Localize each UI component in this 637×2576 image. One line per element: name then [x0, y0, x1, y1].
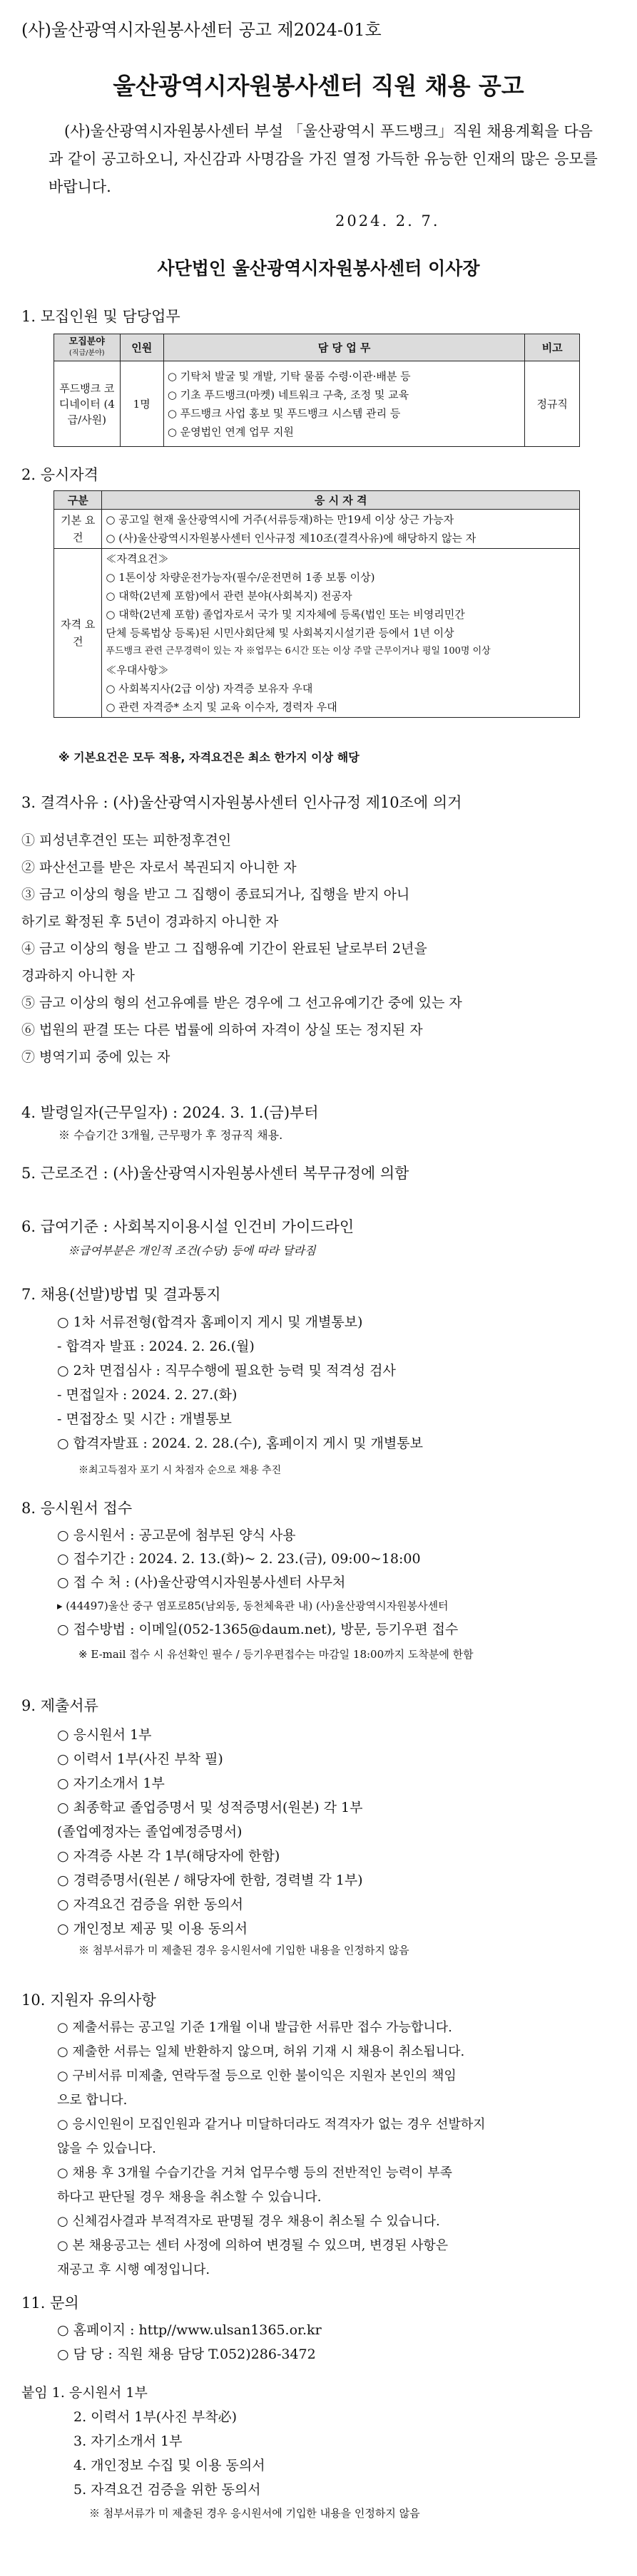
- td-count: 1명: [120, 361, 163, 447]
- section-6-heading: 6. 급여기준 : 사회복지이용시설 인건비 가이드라인: [21, 1218, 355, 1235]
- qual-line: 푸드뱅크 관련 근무경력이 있는 자 ※업무는 6시간 또는 이상 주말 근무이거나 평일 100명 이상: [106, 646, 491, 656]
- attachment-item: 3. 자기소개서 1부: [73, 2433, 183, 2449]
- td-duties: [163, 361, 525, 447]
- th-qualification: 응 시 자 격: [102, 491, 580, 510]
- list-item: ○ 자기소개서 1부: [57, 1776, 165, 1791]
- section-8-heading: 8. 응시원서 접수: [21, 1500, 133, 1517]
- th-field-label: 모집분야: [68, 336, 105, 347]
- list-item: ▸ (44497)울산 중구 염포로85(남외동, 동천체육관 내) (사)울산광역시자원봉사센터: [57, 1599, 449, 1612]
- list-item: ○ 응시인원이 모집인원과 같거나 미달하더라도 적격자가 없는 경우 선발하지: [57, 2117, 486, 2132]
- recruitment-table: [53, 334, 580, 447]
- attachment-item: 붙임 1. 응시원서 1부: [21, 2385, 148, 2401]
- th-note: 비고: [525, 334, 580, 361]
- list-item: 재공고 후 시행 예정입니다.: [57, 2262, 210, 2277]
- list-item: ③ 금고 이상의 형을 받고 그 집행이 종료되거나, 집행을 받지 아니: [21, 887, 410, 902]
- th-field: [54, 334, 121, 361]
- contact-info: [57, 2318, 322, 2366]
- section-11-heading: 11. 문의: [21, 2294, 79, 2312]
- basic-line: ○ (사)울산광역시자원봉사센터 인사규정 제10조(결격사유)에 해당하지 않는 자: [106, 532, 477, 545]
- duty-line: ○ 기탁처 발굴 및 개발, 기탁 물품 수령·이관·배분 등: [167, 369, 411, 383]
- list-item: ⑦ 병역기피 중에 있는 자: [21, 1049, 170, 1065]
- required-documents: [57, 1723, 363, 1941]
- document-number: (사)울산광역시자원봉사센터 공고 제2024-01호: [21, 20, 382, 40]
- qual-line: ○ 사회복지사(2급 이상) 자격증 보유자 우대: [106, 682, 313, 695]
- contact-line: ○ 담 당 : 직원 채용 담당 T.052)286-3472: [57, 2346, 316, 2362]
- duty-line: ○ 기초 푸드뱅크(마켓) 네트워크 구축, 조정 및 교육: [167, 388, 409, 401]
- list-item: ○ 제출한 서류는 일체 반환하지 않으며, 허위 기재 시 채용이 취소됩니다.: [57, 2044, 465, 2059]
- qual-label: 자격 요건: [54, 549, 102, 718]
- announcement-date: 2024. 2. 7.: [335, 212, 440, 230]
- list-item: ○ 접수방법 : 이메일(052-1365@daum.net), 방문, 등기우편 접수: [57, 1622, 459, 1637]
- issuer-name: 사단법인 울산광역시자원봉사센터 이사장: [157, 258, 480, 279]
- attachment-item: 2. 이력서 1부(사진 부착必): [73, 2409, 237, 2425]
- list-item: ○ 접 수 처 : (사)울산광역시자원봉사센터 사무처: [57, 1575, 346, 1590]
- td-note: 정규직: [525, 361, 580, 447]
- basic-line: ○ 공고일 현재 울산광역시에 거주(서류등재)하는 만19세 이상 상근 가능자: [106, 513, 454, 526]
- list-item: ○ 개인정보 제공 및 이용 동의서: [57, 1921, 248, 1937]
- qualification-table: [53, 490, 580, 718]
- page-title: 울산광역시자원봉사센터 직원 채용 공고: [113, 72, 524, 100]
- basic-requirements: [102, 510, 580, 549]
- list-item: 하기로 확정된 후 5년이 경과하지 아니한 자: [21, 914, 279, 929]
- th-category: 구분: [54, 491, 102, 510]
- list-item: ⑤ 금고 이상의 형의 선고유예를 받은 경우에 그 선고유예기간 중에 있는 자: [21, 995, 462, 1011]
- section-9-heading: 9. 제출서류: [21, 1697, 98, 1714]
- intro-paragraph: (사)울산광역시자원봉사센터 부설 「울산광역시 푸드뱅크」직원 채용계획을 다음과 같이 공고하오니, 자신감과 사명감을 가진 열정 가득한 유능한 인재의 많은 응모를 바랍니다.: [49, 123, 598, 195]
- list-item: ⑥ 법원의 판결 또는 다른 법률에 의하여 자격이 상실 또는 정지된 자: [21, 1022, 423, 1038]
- list-item: ① 피성년후견인 또는 피한정후견인: [21, 833, 232, 848]
- list-item: ○ 신체검사결과 부적격자로 판명될 경우 채용이 취소될 수 있습니다.: [57, 2214, 440, 2229]
- duty-line: ○ 운영법인 연계 업무 지원: [167, 425, 294, 438]
- qual-line: ○ 1톤이상 차량운전가능자(필수/운전면허 1종 보통 이상): [106, 571, 375, 584]
- qual-line: ○ 대학(2년제 포함)에서 관련 분야(사회복지) 전공자: [106, 589, 352, 602]
- th-field-sub: (직급/분야): [68, 349, 105, 357]
- list-item: ○ 1차 서류전형(합격자 홈페이지 게시 및 개별통보): [57, 1314, 363, 1330]
- attachment-item: 4. 개인정보 수집 및 이용 동의서: [73, 2458, 265, 2473]
- list-item: - 합격자 발표 : 2024. 2. 26.(월): [57, 1339, 255, 1354]
- applicant-notes: [57, 2016, 486, 2282]
- list-item: ○ 합격자발표 : 2024. 2. 28.(수), 홈페이지 게시 및 개별통보: [57, 1436, 423, 1451]
- section-7-note: ※최고득점자 포기 시 차점자 순으로 채용 추진: [78, 1465, 282, 1476]
- list-item: ④ 금고 이상의 형을 받고 그 집행유예 기간이 완료된 날로부터 2년을: [21, 941, 427, 957]
- list-item: ○ 자격요건 검증을 위한 동의서: [57, 1897, 243, 1912]
- application-info: [57, 1524, 458, 1642]
- section-4-heading: 4. 발령일자(근무일자) : 2024. 3. 1.(금)부터: [21, 1104, 319, 1121]
- homepage-link[interactable]: ○ 홈페이지 : http//www.ulsan1365.or.kr: [57, 2322, 322, 2338]
- attachment-item: 5. 자격요건 검증을 위한 동의서: [73, 2482, 261, 2498]
- attachments: [21, 2381, 265, 2502]
- list-item: ○ 구비서류 미제출, 연락두절 등으로 인한 불이익은 지원자 본인의 책임: [57, 2068, 457, 2083]
- basic-label: 기본 요건: [54, 510, 102, 549]
- duty-line: ○ 푸드뱅크 사업 홍보 및 푸드뱅크 시스템 관리 등: [167, 406, 401, 420]
- list-item: ② 파산선고를 받은 자로서 복권되지 아니한 자: [21, 860, 297, 875]
- list-item: - 면접일자 : 2024. 2. 27.(화): [57, 1387, 238, 1403]
- list-item: ○ 2차 면접심사 : 직무수행에 필요한 능력 및 적격성 검사: [57, 1363, 396, 1379]
- qual-line: ≪자격요건≫: [106, 552, 169, 565]
- section-1-heading: 1. 모집인원 및 담당업무: [21, 308, 180, 325]
- section-2-heading: 2. 응시자격: [21, 466, 98, 483]
- section-5-heading: 5. 근로조건 : (사)울산광역시자원봉사센터 복무규정에 의함: [21, 1165, 409, 1182]
- td-field: 푸드뱅크 코디네이터 (4급/사원): [54, 361, 121, 447]
- list-item: (졸업예정자는 졸업예정증명서): [57, 1824, 243, 1840]
- qual-requirements: [102, 549, 580, 718]
- list-item: ○ 경력증명서(원본 / 해당자에 한함, 경력별 각 1부): [57, 1872, 363, 1888]
- list-item: 경과하지 아니한 자: [21, 968, 135, 984]
- list-item: - 면접장소 및 시간 : 개별통보: [57, 1411, 232, 1427]
- section-2-note: ※ 기본요건은 모두 적용, 자격요건은 최소 한가지 이상 해당: [58, 751, 360, 764]
- list-item: 하다고 판단될 경우 채용을 취소할 수 있습니다.: [57, 2190, 322, 2205]
- list-item: ○ 응시원서 : 공고문에 첨부된 양식 사용: [57, 1527, 296, 1543]
- section-4-note: ※ 수습기간 3개월, 근무평가 후 정규직 채용.: [58, 1128, 283, 1142]
- section-7-heading: 7. 채용(선발)방법 및 결과통지: [21, 1286, 221, 1303]
- selection-process: [57, 1310, 423, 1456]
- qual-line: ○ 관련 자격증* 소지 및 교육 이수자, 경력자 우대: [106, 701, 337, 713]
- list-item: ○ 본 채용공고는 센터 사정에 의하여 변경될 수 있으며, 변경된 사항은: [57, 2238, 449, 2253]
- qual-line: 단체 등록법상 등록)된 시민사회단체 및 사회복지시설기관 등에서 1년 이상: [106, 627, 454, 639]
- list-item: ○ 채용 후 3개월 수습기간을 거쳐 업무수행 등의 전반적인 능력이 부족: [57, 2165, 452, 2180]
- list-item: ○ 제출서류는 공고일 기준 1개월 이내 발급한 서류만 접수 가능합니다.: [57, 2020, 452, 2035]
- list-item: ○ 최종학교 졸업증명서 및 성적증명서(원본) 각 1부: [57, 1800, 363, 1815]
- section-8-note: ※ E-mail 접수 시 유선확인 필수 / 등기우편접수는 마감일 18:00까지 도착분에 한함: [78, 1648, 474, 1661]
- list-item: ○ 자격증 사본 각 1부(해당자에 한함): [57, 1848, 280, 1864]
- list-item: ○ 이력서 1부(사진 부착 필): [57, 1751, 223, 1767]
- list-item: ○ 접수기간 : 2024. 2. 13.(화)~ 2. 23.(금), 09:00~18:00: [57, 1551, 421, 1567]
- attachments-note: ※ 첨부서류가 미 제출된 경우 응시원서에 기입한 내용을 인정하지 않음: [89, 2507, 420, 2520]
- section-6-note: ※급여부분은 개인적 조건(수당) 등에 따라 달라짐: [68, 1244, 316, 1257]
- section-10-heading: 10. 지원자 유의사항: [21, 1992, 156, 2009]
- qual-line: ○ 대학(2년제 포함) 졸업자로서 국가 및 지자체에 등록(법인 또는 비영리민간: [106, 608, 465, 621]
- section-9-note: ※ 첨부서류가 미 제출된 경우 응시원서에 기입한 내용을 인정하지 않음: [78, 1944, 409, 1957]
- list-item: 으로 합니다.: [57, 2093, 128, 2108]
- th-duty: 담 당 업 무: [163, 334, 525, 361]
- disqualification-list: [21, 827, 462, 1071]
- list-item: ○ 응시원서 1부: [57, 1727, 152, 1743]
- section-3-heading: 3. 결격사유 : (사)울산광역시자원봉사센터 인사규정 제10조에 의거: [21, 794, 462, 811]
- list-item: 않을 수 있습니다.: [57, 2141, 156, 2156]
- th-count: 인원: [120, 334, 163, 361]
- qual-line: ≪우대사항≫: [106, 664, 169, 676]
